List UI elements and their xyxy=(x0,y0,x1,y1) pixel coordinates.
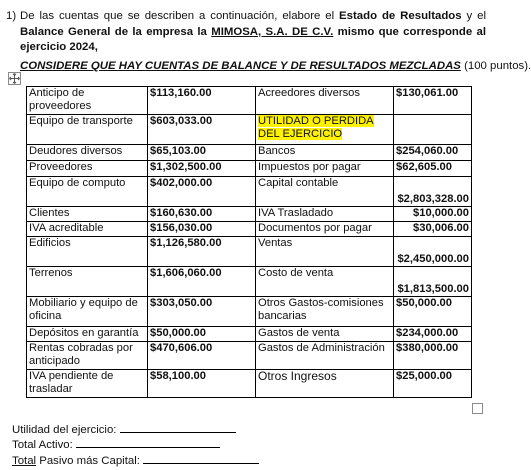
account-name[interactable]: Anticipo de proveedores xyxy=(27,87,148,115)
account-name[interactable]: Ventas xyxy=(256,237,394,267)
account-name[interactable]: Terrenos xyxy=(27,267,148,297)
instruction-emphasis: CONSIDERE QUE HAY CUENTAS DE BALANCE Y DE RESULTADOS MEZCLADAS xyxy=(20,60,461,72)
table-row xyxy=(27,237,472,267)
utilidad-blank[interactable] xyxy=(120,422,236,433)
account-name[interactable]: Depósitos en garantía xyxy=(27,327,148,342)
account-amount[interactable]: $10,000.00 xyxy=(394,207,472,222)
account-amount[interactable]: $234,000.00 xyxy=(394,327,472,342)
account-name[interactable]: Rentas cobradas por anticipado xyxy=(27,342,148,370)
activo-label: Total Activo: xyxy=(12,439,76,451)
account-amount[interactable]: $113,160.00 xyxy=(148,87,256,115)
account-amount[interactable]: $303,050.00 xyxy=(148,297,256,327)
question-mid: y el xyxy=(461,10,486,22)
utilidad-label: Utilidad del ejercicio: xyxy=(12,424,120,436)
account-amount[interactable]: $130,061.00 xyxy=(394,87,472,115)
account-amount[interactable]: $30,006.00 xyxy=(394,222,472,237)
pasivo-capital-blank[interactable] xyxy=(143,453,259,464)
table-row xyxy=(27,87,472,115)
account-amount[interactable]: $603,033.00 xyxy=(148,115,256,145)
table-row xyxy=(27,370,472,398)
account-name[interactable]: Edificios xyxy=(27,237,148,267)
table-row xyxy=(27,222,472,237)
account-amount[interactable]: $50,000.00 xyxy=(394,297,472,327)
table-resize-handle-icon[interactable] xyxy=(472,403,483,414)
account-amount[interactable]: $470,606.00 xyxy=(148,342,256,370)
account-name[interactable]: Otros Ingresos xyxy=(256,370,394,398)
account-name[interactable]: Proveedores xyxy=(27,161,148,177)
account-amount[interactable]: $2,450,000.00 xyxy=(394,237,472,267)
account-amount[interactable] xyxy=(394,115,472,145)
account-name[interactable]: IVA Trasladado xyxy=(256,207,394,222)
account-name[interactable]: Equipo de transporte xyxy=(27,115,148,145)
account-amount[interactable]: $156,030.00 xyxy=(148,222,256,237)
table-move-handle-icon[interactable] xyxy=(8,72,21,85)
account-amount[interactable]: $1,302,500.00 xyxy=(148,161,256,177)
account-name[interactable]: Deudores diversos xyxy=(27,145,148,161)
question-intro: De las cuentas que se describen a continuación, elabore el xyxy=(20,10,340,22)
highlighted-text: UTILIDAD O PERDIDA DEL EJERCICIO xyxy=(258,115,374,141)
table-row xyxy=(27,267,472,297)
question-bold-estado: Estado de Resultados xyxy=(339,10,462,22)
company-name: MIMOSA, S.A. DE C.V. xyxy=(211,25,334,38)
instruction-points: (100 puntos). xyxy=(460,60,531,72)
account-amount[interactable]: $25,000.00 xyxy=(394,370,472,398)
account-amount[interactable]: $1,606,060.00 xyxy=(148,267,256,297)
table-row xyxy=(27,327,472,342)
table-row xyxy=(27,342,472,370)
table-row xyxy=(27,145,472,161)
highlighted-account-name[interactable] xyxy=(256,115,394,145)
account-name[interactable]: Bancos xyxy=(256,145,394,161)
total-word: Total xyxy=(12,455,37,467)
account-amount[interactable]: $1,813,500.00 xyxy=(394,267,472,297)
account-name[interactable]: IVA acreditable xyxy=(27,222,148,237)
accounts-table xyxy=(26,86,472,398)
pasivo-capital-label: Pasivo más Capital: xyxy=(36,455,144,467)
account-name[interactable]: Costo de venta xyxy=(256,267,394,297)
account-amount[interactable]: $380,000.00 xyxy=(394,342,472,370)
utilidad-line xyxy=(12,422,236,436)
account-name[interactable]: Equipo de computo xyxy=(27,177,148,207)
table-row xyxy=(27,297,472,327)
account-name[interactable]: Acreedores diversos xyxy=(256,87,394,115)
table-row xyxy=(27,207,472,222)
account-amount[interactable]: $402,000.00 xyxy=(148,177,256,207)
pasivo-capital-line xyxy=(12,453,259,467)
account-name[interactable]: Capital contable xyxy=(256,177,394,207)
account-amount[interactable]: $50,000.00 xyxy=(148,327,256,342)
question-text xyxy=(20,9,486,56)
account-name[interactable]: Mobiliario y equipo de oficina xyxy=(27,297,148,327)
account-name[interactable]: Otros Gastos-comisiones bancarias xyxy=(256,297,394,327)
table-row xyxy=(27,115,472,145)
account-amount[interactable]: $1,126,580.00 xyxy=(148,237,256,267)
question-number: 1) xyxy=(6,10,17,22)
account-name[interactable]: Documentos por pagar xyxy=(256,222,394,237)
account-name[interactable]: Clientes xyxy=(27,207,148,222)
account-amount[interactable]: $254,060.00 xyxy=(394,145,472,161)
account-amount[interactable]: $160,630.00 xyxy=(148,207,256,222)
question-bold-year: mismo que corresponde al ejercicio 2024, xyxy=(20,25,486,53)
activo-line xyxy=(12,437,220,451)
activo-blank[interactable] xyxy=(76,437,220,448)
table-row xyxy=(27,177,472,207)
account-name[interactable]: Gastos de venta xyxy=(256,327,394,342)
text-cursor xyxy=(471,346,472,360)
table-row xyxy=(27,161,472,177)
instruction-note xyxy=(20,60,531,72)
account-name[interactable]: Impuestos por pagar xyxy=(256,161,394,177)
account-amount[interactable]: $62,605.00 xyxy=(394,161,472,177)
account-amount[interactable]: $2,803,328.00 xyxy=(394,177,472,207)
account-name[interactable]: IVA pendiente de trasladar xyxy=(27,370,148,398)
account-amount[interactable]: $65,103.00 xyxy=(148,145,256,161)
account-name[interactable]: Gastos de Administración xyxy=(256,342,394,370)
account-amount[interactable]: $58,100.00 xyxy=(148,370,256,398)
question-bold-balance: Balance General de la empresa la xyxy=(20,25,212,38)
